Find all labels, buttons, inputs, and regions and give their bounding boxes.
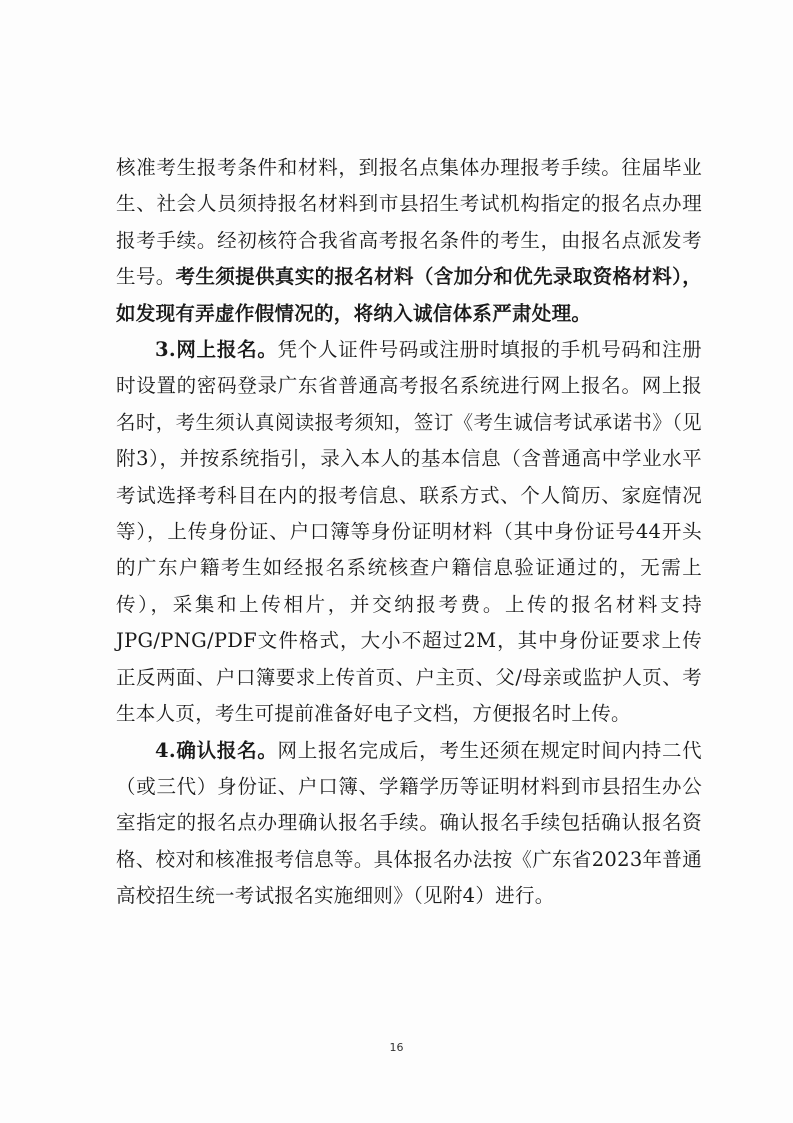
paragraph-text: 凭个人证件号码或注册时填报的手机号码和注册时设置的密码登录广东省普通高考报名系统进行网上报名。网上报名时，考生须认真阅读报考须知，签订《考生诚信考试承诺书》（见附3），并按系统指引，录入本人的基本信息（含普通高中学业水平考试选择考科目在内的报考信息、联系方式、个人简历、家庭情况等），上传身份证、户口簿等身份证明材料（其中身份证号44开头的广东户籍考生如经报名系统核查户籍信息验证通过的，无需上传），采集和上传相片，并交纳报考费。上传的报名材料支持JPG/PNG/PDF文件格式，大小不超过2M，其中身份证要求上传正反两面、户口簿要求上传首页、户主页、父/母亲或监护人页、考生本人页，考生可提前准备好电子文档，方便报名时上传。 — [116, 338, 702, 726]
paragraph-text: 核准考生报考条件和材料，到报名点集体办理报考手续。往届毕业生、社会人员须持报名材料到市县招生考试机构指定的报名点办理报考手续。经初核符合我省高考报名条件的考生，由报名点派发考生号。 — [116, 156, 702, 289]
paragraph-text: 网上报名完成后，考生还须在规定时间内持二代（或三代）身份证、户口簿、学籍学历等证明材料到市县招生办公室指定的报名点办理确认报名手续。确认报名手续包括确认报名资格、校对和核准报考信息等。具体报名办法按《广东省2023年普通高校招生统一考试报名实施细则》（见附4）进行。 — [116, 738, 702, 908]
paragraph-registration-points — [116, 150, 702, 332]
page-number: 16 — [389, 1041, 404, 1054]
section-heading: 4.确认报名。 — [155, 738, 278, 762]
emphasis-text: 考生须提供真实的报名材料（含加分和优先录取资格材料），如发现有弄虚作假情况的，将纳入诚信体系严肃处理。 — [116, 265, 702, 325]
body-text — [116, 150, 702, 915]
paragraph-online-registration — [116, 332, 702, 732]
paragraph-confirm-registration — [116, 733, 702, 915]
section-heading: 3.网上报名。 — [155, 338, 278, 362]
